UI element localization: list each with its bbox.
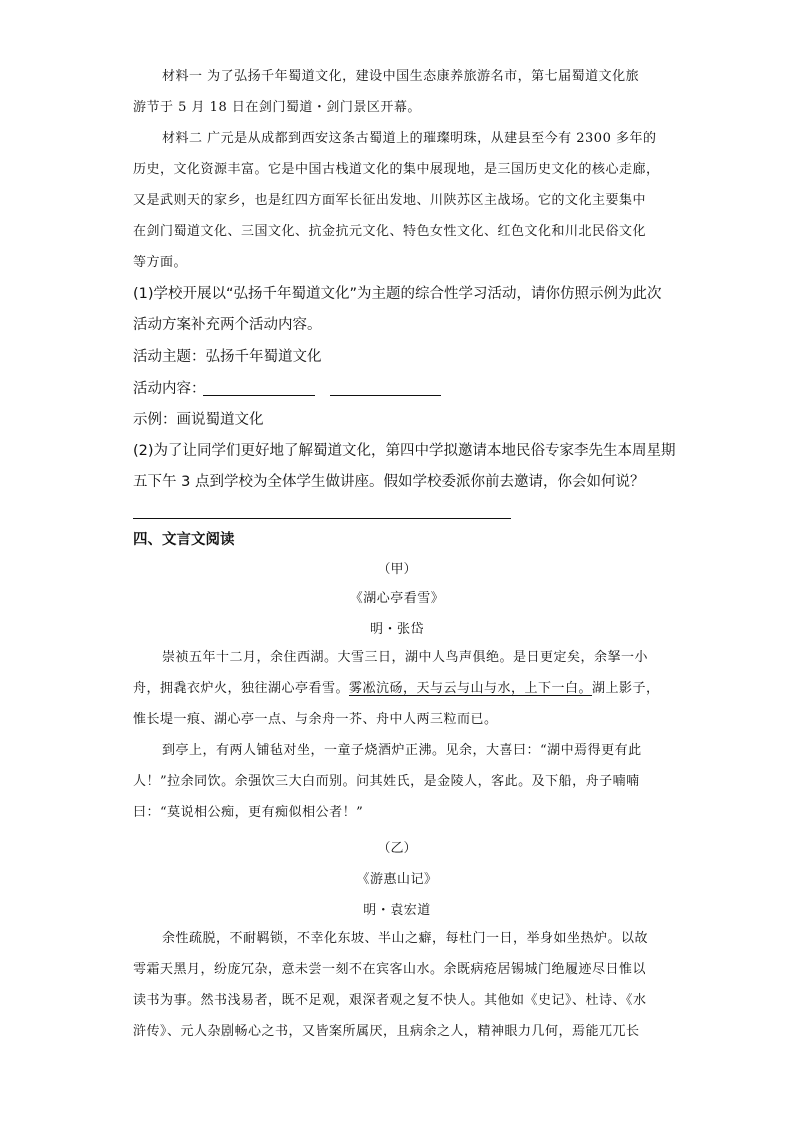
underlined-sentence: 雾凇沆砀，天与云与山与水，上下一白。 xyxy=(349,681,593,696)
passage-yi-p1-line1: 余性疏脱，不耐羁锁，不幸化东坡、半山之癖，每杜门一日，举身如坐热炉。以故 xyxy=(162,931,649,946)
passage-jia-p2-line3: 曰：“莫说相公痴，更有痴似相公者！” xyxy=(133,805,364,820)
material2-line5: 等方面。 xyxy=(133,255,188,270)
answer-blank-1[interactable] xyxy=(203,395,315,396)
passage-yi-p1-line4: 浒传》、元人杂剧畅心之书，又皆案所属厌，且病余之人，精神眼力几何，焉能兀兀长 xyxy=(133,1024,640,1039)
passage-jia-p2-line1: 到亭上，有两人铺毡对坐，一童子烧酒炉正沸。见余，大喜曰：“湖中焉得更有此 xyxy=(162,743,642,758)
passage-yi-title: 《游惠山记》 xyxy=(356,872,438,887)
question2-line1: (2)为了让同学们更好地了解蜀道文化，第四中学拟邀请本地民俗专家李先生本周星期 xyxy=(133,443,676,459)
activity-example: 示例：画说蜀道文化 xyxy=(133,412,264,428)
passage-jia-p1-line2-post: 湖上影子， xyxy=(592,681,660,696)
material1-line2: 游节于 5 月 18 日在剑门蜀道・剑门景区开幕。 xyxy=(133,100,421,115)
passage-yi-author: 明・袁宏道 xyxy=(363,903,431,918)
passage-jia-title: 《湖心亭看雪》 xyxy=(349,591,445,606)
passage-yi-p1-line3: 读书为事。然书浅易者，既不足观，艰深者观之复不快人。其他如《史记》、杜诗、《水 xyxy=(133,993,647,1008)
passage-jia-label: （甲） xyxy=(377,562,417,577)
passage-jia-author: 明・张岱 xyxy=(369,622,424,637)
question1-line2: 活动方案补充两个活动内容。 xyxy=(133,317,322,333)
passage-yi-p1-line2: 雩霜天黑月，纷庞冗杂，意未尝一刻不在宾客山水。余既病疮居锡城门绝履迹尽日惟以 xyxy=(133,962,647,977)
activity-content-row xyxy=(133,380,206,398)
passage-jia-p1-line3: 惟长堤一痕、湖心亭一点、与余舟一芥、舟中人两三粒而已。 xyxy=(133,712,498,727)
material1-line1: 材料一 为了弘扬千年蜀道文化，建设中国生态康养旅游名市，第七届蜀道文化旅 xyxy=(162,69,640,84)
question2-line2: 五下午 3 点到学校为全体学生做讲座。假如学校委派你前去邀请，你会如何说？ xyxy=(133,474,645,490)
answer-blank-2[interactable] xyxy=(330,395,441,396)
passage-jia-p1-line1: 崇祯五年十二月，余住西湖。大雪三日，湖中人鸟声俱绝。是日更定矣，余拏一小 xyxy=(162,650,649,665)
answer-line[interactable] xyxy=(133,518,511,519)
passage-jia-p2-line2: 人！”拉余同饮。余强饮三大白而别。问其姓氏，是金陵人，客此。及下船，舟子喃喃 xyxy=(133,774,640,789)
material2-line2: 历史，文化资源丰富。它是中国古栈道文化的集中展现地，是三国历史文化的核心走廊， xyxy=(133,162,660,177)
activity-theme: 活动主题：弘扬千年蜀道文化 xyxy=(133,349,322,365)
passage-jia-p1-line2-pre: 舟，拥毳衣炉火，独往湖心亭看雪。 xyxy=(133,681,350,696)
passage-yi-label: （乙） xyxy=(377,841,417,856)
section-heading: 四、文言文阅读 xyxy=(133,532,235,548)
passage-jia-p1-line2 xyxy=(133,680,660,698)
material2-line3: 又是武则天的家乡，也是红四方面军长征出发地、川陕苏区主战场。它的文化主要集中 xyxy=(133,193,647,208)
material2-line4: 在剑门蜀道文化、三国文化、抗金抗元文化、特色女性文化、红色文化和川北民俗文化 xyxy=(133,224,647,239)
question1-line1: (1)学校开展以“弘扬千年蜀道文化”为主题的综合性学习活动，请你仿照示例为此次 xyxy=(133,286,662,302)
material2-line1: 材料二 广元是从成都到西安这条古蜀道上的璀璨明珠，从建县至今有 2300 多年的 xyxy=(162,131,657,146)
activity-content-label: 活动内容： xyxy=(133,381,206,397)
